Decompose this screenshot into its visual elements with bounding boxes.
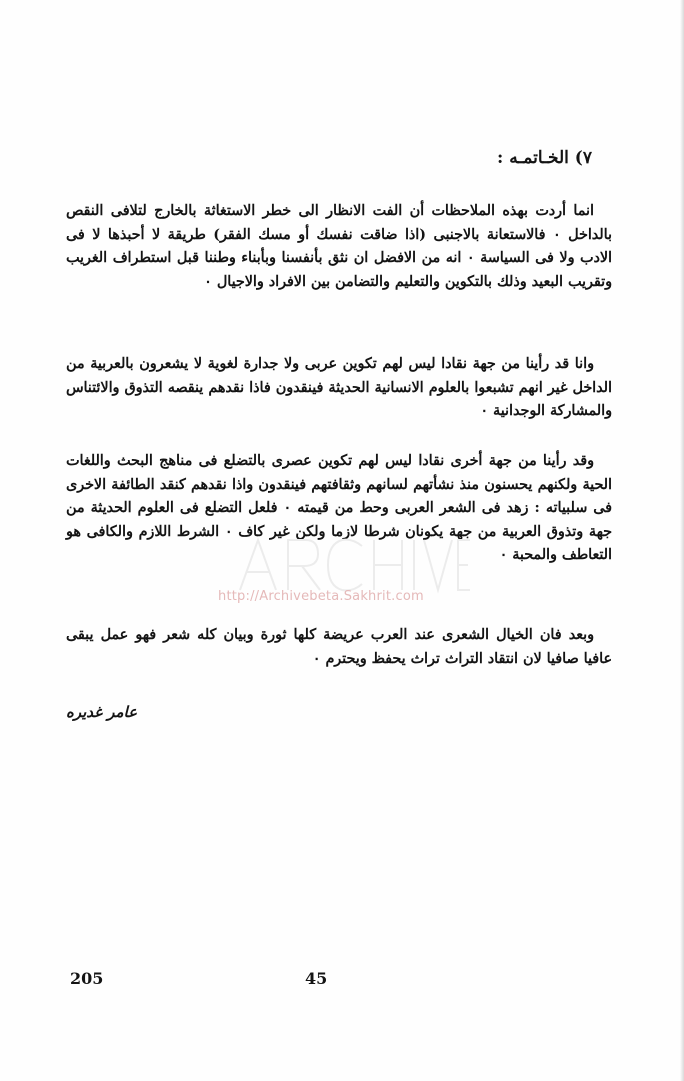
page-edge-shadow [680, 0, 684, 1081]
watermark-url: http://Archivebeta.Sakhrit.com [218, 589, 424, 604]
section-heading: ٧) الخـاتمـه : [497, 148, 592, 168]
paragraph-1-text: انما أردت بهذه الملاحظات أن الفت الانظار الى خطر الاستغاثة بالخارج لتلافى النقص بالداخل ٠ فالاستعانة بالاجنبى (اذا ضاقت نفسك أو مسك الفقر) طريقة لا أحبذها لا فى الادب ولا فى السياسة ٠ انه من الافضل ان نثق بأنفسنا وبأبناء وطننا قبل استطراف الغريب وتقريب البعيد وذلك بالتكوين والتعليم والتضامن بين الافراد والاجيال ٠ [66, 203, 612, 290]
paragraph-4 [66, 624, 612, 671]
paragraph-3-text: وقد رأينا من جهة أخرى نقادا ليس لهم تكوين عصرى بالتضلع فى مناهج البحث واللغات الحية ولكنهم يحسنون منذ نشأتهم لسانهم وثقافتهم فينقدون واذا نقدهم كنقد الطائفة الاخرى فى سلبياته : زهد فى الشعر العربى وحط من قيمته ٠ فلعل التضلع فى العلوم الحديثة من جهة وتذوق العربية من جهة يكونان شرطا لازما ولكن غير كاف ٠ الشرط اللازم والكافى هو التعاطف والمحبة ٠ [66, 453, 613, 563]
paragraph-2-text: وانا قد رأينا من جهة نقادا ليس لهم تكوين عربى ولا جدارة لغوية لا يشعرون بالعربية من الداخل غير انهم تشبعوا بالعلوم الانسانية الحديثة فينقدون فاذا نقدهم ينقصه التذوق والائتناس والمشاركة الوجدانية ٠ [66, 356, 612, 419]
page-number-left: 205 [70, 969, 104, 988]
paragraph-4-lead: وبعد فان [532, 627, 594, 643]
paragraph-3 [66, 450, 612, 568]
paragraph-4-tail: عريضة كلها ثورة وبيان كله شعر فهو عمل يبقى عافيا صافيا لان انتقاد التراث تراث يحفظ ويحترم ٠ [66, 627, 612, 667]
page-number-center: 45 [305, 969, 328, 988]
paragraph-1 [66, 200, 612, 294]
paragraph-2 [66, 353, 612, 424]
paragraph-4-emphasis: الخيال الشعرى عند العرب [370, 627, 533, 643]
paragraph-4-text [66, 624, 612, 671]
author-signature: عامر غديره [66, 703, 138, 721]
